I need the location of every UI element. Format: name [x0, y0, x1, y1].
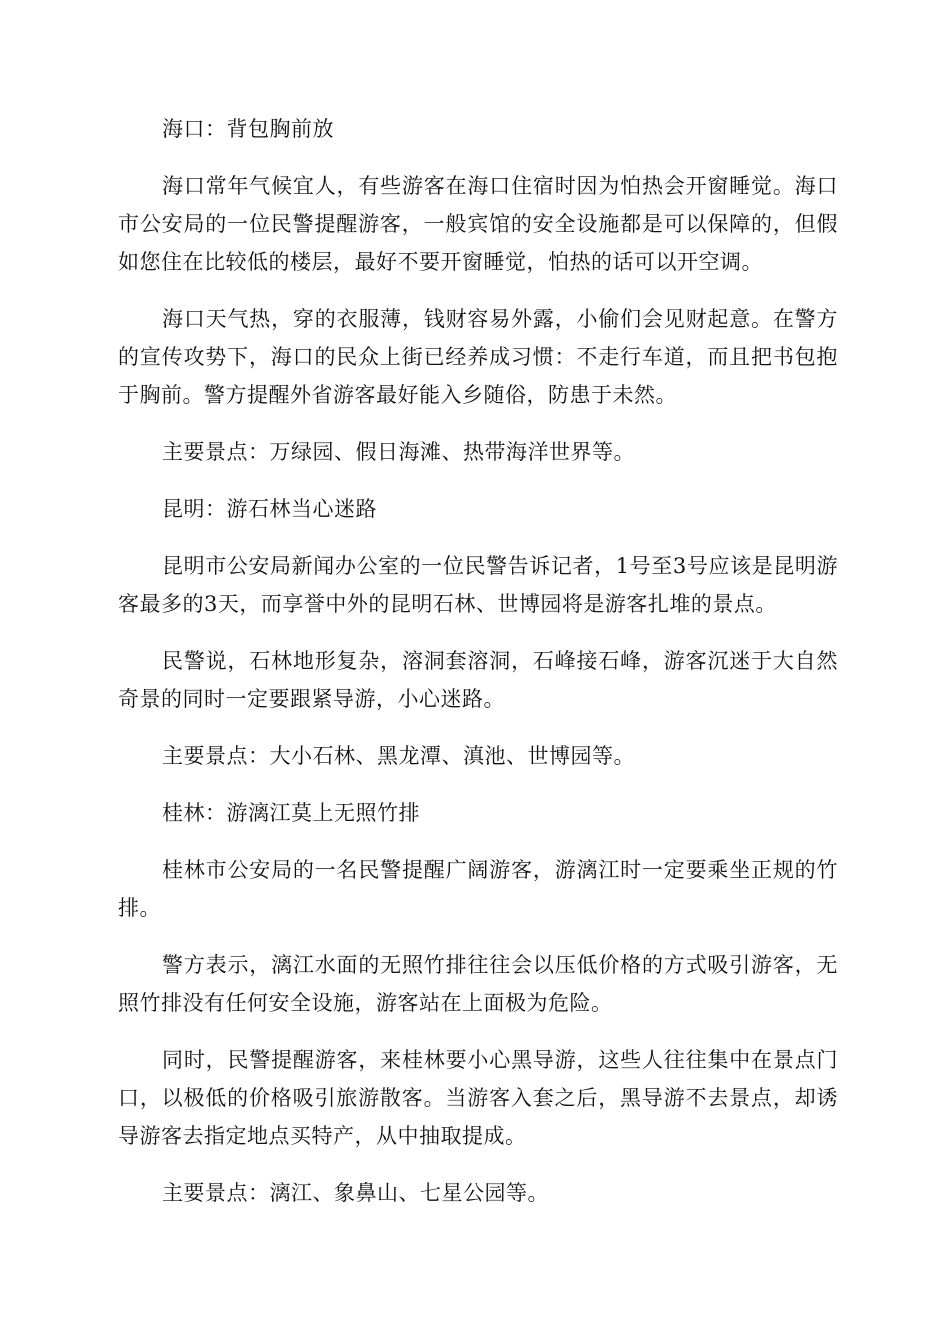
guilin-attractions: 主要景点：漓江、象鼻山、七星公园等。 [162, 1181, 549, 1205]
guilin-heading: 桂林：游漓江莫上无照竹排 [162, 801, 420, 825]
guilin-paragraph-1: 桂林市公安局的一名民警提醒广阔游客，游漓江时一定要乘坐正规的竹排。 [118, 858, 838, 920]
guilin-paragraph-3: 同时，民警提醒游客，来桂林要小心黑导游，这些人往往集中在景点门口，以极低的价格吸引旅游散客。当游客入套之后，黑导游不去景点，却诱导游客去指定地点买特产，从中抽取提成。 [118, 1048, 838, 1148]
guilin-paragraph-2: 警方表示，漓江水面的无照竹排往往会以压低价格的方式吸引游客，无照竹排没有任何安全设施，游客站在上面极为危险。 [118, 953, 838, 1015]
kunming-heading: 昆明：游石林当心迷路 [162, 497, 377, 521]
kunming-attractions: 主要景点：大小石林、黑龙潭、滇池、世博园等。 [162, 744, 635, 768]
haikou-paragraph-2: 海口天气热，穿的衣服薄，钱财容易外露，小偷们会见财起意。在警方的宣传攻势下，海口的民众上街已经养成习惯：不走行车道，而且把书包抱于胸前。警方提醒外省游客最好能入乡随俗，防患于未然。 [118, 307, 838, 407]
haikou-heading: 海口：背包胸前放 [162, 117, 334, 141]
kunming-paragraph-2: 民警说，石林地形复杂，溶洞套溶洞，石峰接石峰，游客沉迷于大自然奇景的同时一定要跟紧导游，小心迷路。 [118, 649, 838, 711]
document-page [118, 110, 838, 1231]
haikou-attractions: 主要景点：万绿园、假日海滩、热带海洋世界等。 [162, 440, 635, 464]
haikou-paragraph-1: 海口常年气候宜人，有些游客在海口住宿时因为怕热会开窗睡觉。海口市公安局的一位民警提醒游客，一般宾馆的安全设施都是可以保障的，但假如您住在比较低的楼层，最好不要开窗睡觉，怕热的话可以开空调。 [118, 174, 838, 274]
kunming-paragraph-1: 昆明市公安局新闻办公室的一位民警告诉记者，1号至3号应该是昆明游客最多的3天，而享誉中外的昆明石林、世博园将是游客扎堆的景点。 [118, 554, 838, 616]
